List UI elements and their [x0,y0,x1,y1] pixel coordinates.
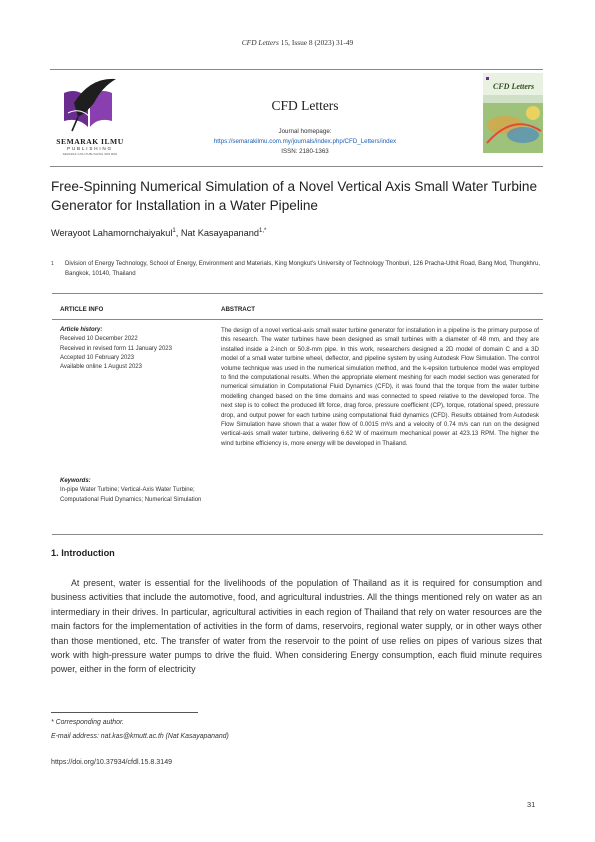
info-bottom-rule [52,534,543,535]
running-head-journal: CFD Letters [241,38,279,47]
author-1-affil: 1 [172,228,176,234]
publisher-logo [50,73,130,161]
issn: ISSN: 2180-1363 [281,148,329,155]
article-info-heading: ARTICLE INFO [60,306,104,313]
running-head-volume: 15, Issue 8 (2023) 31-49 [280,38,354,47]
author-separator: , [175,228,181,239]
email-note: E-mail address: nat.kas@kmutt.ac.th (Nat Kasayapanand) [51,733,229,740]
received-date: Received 10 December 2022 [60,336,138,343]
introduction-text: At present, water is essential for the livelihoods of the population of Thailand as it is required for consumption and business activities that include the automotive, food, and agricultural industries. All the things mentioned rely on water as an intermediary in their drives. In particular, agricultural activities in each region of Thailand that rely on water resources are the main factors for the implementation of activities in the form of dams, reservoirs, regional water supply, or in other ways other than those mentioned, etc. The transfer of water from the reservoir to the point of use relies on pipes of various sizes that work with high-pressure water pumps to drive the fluid. When considering Energy consumption, each fluid minute requires power, either in the form of electricity [51,578,542,675]
page-number: 31 [527,800,536,809]
masthead [50,73,543,165]
article-history [60,326,215,372]
running-head [0,38,595,47]
author-2-affil: 1,* [259,228,267,234]
journal-homepage-label: Journal homepage: [278,128,332,135]
history-label: Article history: [60,327,103,333]
keywords-block [60,477,215,505]
logo-text: SEMARAK ILMU [56,137,124,146]
affiliation-text: Division of Energy Technology, School of Energy, Environment and Materials, King Mongkut's University of Technology Thonburi, 126 Pracha-Uthit Road, Bang Mod, Thungkhru, Bangkok, 10140, Thailand [65,260,541,277]
abstract-text: The design of a novel vertical-axis small water turbine generator for installation in a pipeline is the primary purpose of this research. The water turbines have been designed as small turbines with a diameter of 48 mm, and they are installed inside a 2-inch or 50.8-mm pipe. In this work, researchers designed a 2D model of domain C and a 3D model of a small water turbine wheel, deflector, and pipeline system by using Autodesk Flow Simulation. The control volume technique was used in the numerical simulation method, and the k-epsilon turbulence model was employed to find the computational results. When the appropriate element meshing for each model section was generated for numerical simulation in Computational Fluid Dynamics (CFD), it was found that the torque from the water turbine modelling changed based on the time domains and was connected to speed relative to the developed force. The next step is to collect the produced lift force, drag force, pressure coefficient (CP), torque, rotational speed, pressure drop, and output power for each turbine using computational fluid dynamics (CFD). Results obtained from Autodesk Flow Simulation have shown that a water flow of 0.0015 m³/s and a velocity of 0.74 m/s can run on the designed vertical-axis small water turbine, delivering 6.62 W of maximum mechanical power at 423.13 RPM. The higher the wind turbine efficiency is, more energy will be developed in Thailand. [221,327,539,447]
article-title: Free-Spinning Numerical Simulation of a Novel Vertical Axis Small Water Turbine Generator for Installation in a Water Pipeline [51,179,538,213]
masthead-top-rule [50,69,543,70]
revised-date: Received in revised form 11 January 2023 [60,345,172,352]
author-2: Nat Kasayapanand [180,228,259,239]
affiliation-number: 1 [51,261,54,267]
journal-cover [483,73,543,153]
masthead-center [150,73,460,155]
logo-subtext: PUBLISHING [67,146,113,151]
journal-homepage-link[interactable]: https://semarakilmu.com.my/journals/index.php/CFD_Letters/index [213,138,397,145]
keywords-text: In-pipe Water Turbine; Vertical-Axis Water Turbine; Computational Fluid Dynamics; Numerical Simulation [60,487,202,503]
info-top-rule [52,293,543,294]
cover-title: CFD Letters [493,82,535,91]
keywords-label: Keywords: [60,478,91,484]
online-date: Available online 1 August 2023 [60,364,142,371]
affiliation [51,259,541,279]
masthead-bottom-rule [50,166,543,167]
corresponding-author-note: * Corresponding author. [51,719,124,726]
introduction-heading: 1. Introduction [51,548,115,558]
footnote-rule [51,712,198,713]
logo-tagline: SEMARAK ILMU PUBLISHING SDN BHD [62,153,118,156]
accepted-date: Accepted 10 February 2023 [60,354,135,361]
authors [51,228,266,238]
doi-link[interactable]: https://doi.org/10.37934/cfdl.15.8.3149 [51,758,173,766]
info-mid-rule [52,319,543,320]
journal-name: CFD Letters [271,98,339,113]
author-1: Werayoot Lahamornchaiyakul [51,228,173,239]
abstract-heading: ABSTRACT [221,306,256,313]
